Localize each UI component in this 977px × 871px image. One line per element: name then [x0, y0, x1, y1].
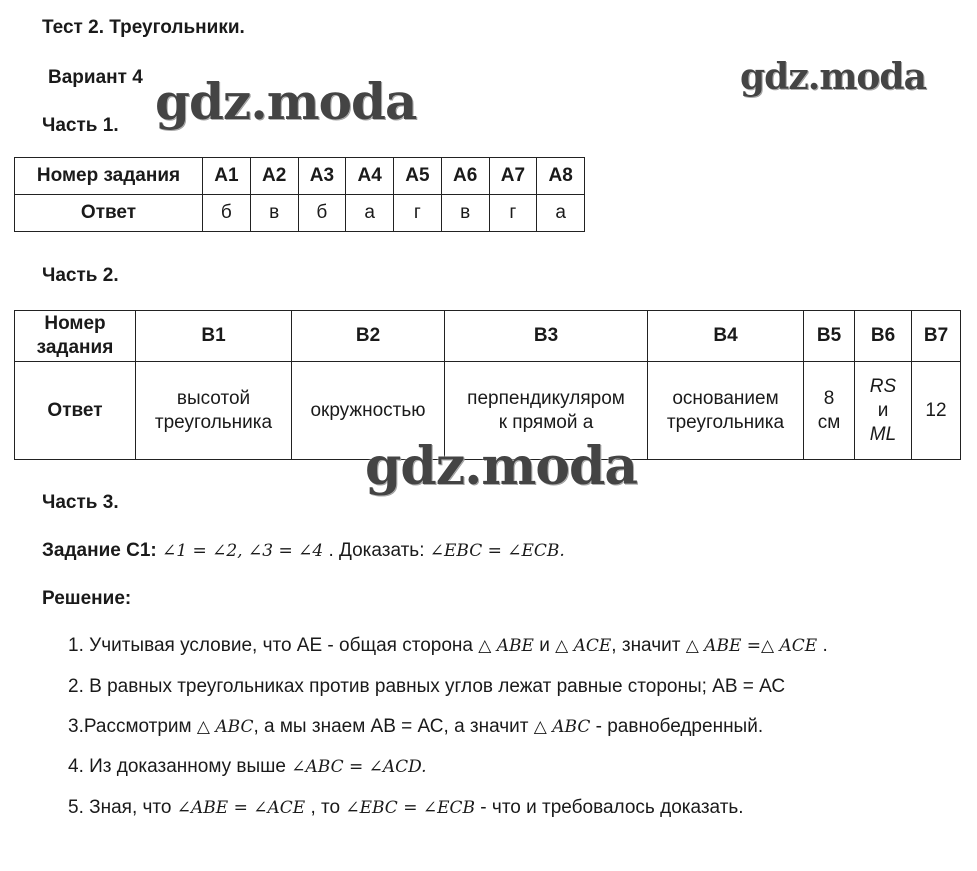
step-math: △ ACE	[555, 636, 612, 656]
table-header-label	[15, 311, 136, 362]
step-math: ∠ABE = ∠ACE	[176, 798, 306, 818]
watermark: gdz.moda	[155, 72, 417, 131]
solution-step	[68, 676, 785, 698]
task-number: В3	[445, 311, 648, 362]
step-text: - что и требовалось доказать.	[475, 797, 744, 818]
task-number: А1	[203, 158, 251, 195]
task-number: А5	[394, 158, 442, 195]
step-text: , значит	[611, 635, 686, 656]
task-number: А8	[537, 158, 585, 195]
task-number: А7	[489, 158, 537, 195]
task-given: ∠1 = ∠2, ∠3 = ∠4	[162, 541, 324, 561]
answer-cell: г	[489, 195, 537, 232]
answer-line: окружностью	[310, 399, 426, 421]
step-text: 1. Учитывая условие, что АЕ - общая сторона	[68, 635, 479, 656]
answer-cell	[855, 362, 912, 460]
answer-line: треугольника	[154, 411, 273, 433]
solution-step	[68, 716, 763, 738]
page-title: Тест 2. Треугольники.	[42, 17, 245, 38]
task-number: В4	[648, 311, 804, 362]
answer-cell: г	[394, 195, 442, 232]
step-text: .	[817, 635, 828, 656]
step-text: 5. Зная, что	[68, 797, 177, 818]
task-number: В1	[136, 311, 292, 362]
answer-line: см	[817, 411, 841, 433]
header-line: Номер	[44, 313, 106, 334]
solution-label: Решение:	[42, 588, 132, 609]
answer-cell: б	[203, 195, 251, 232]
part3-title: Часть 3.	[42, 492, 119, 513]
answer-cell: 12	[912, 362, 961, 460]
table-row	[15, 311, 961, 362]
answer-cell: а	[346, 195, 394, 232]
answer-line: 8	[823, 387, 835, 409]
solution-step	[68, 797, 744, 819]
step-math: △ ABC	[533, 717, 591, 737]
step-text: и	[533, 635, 556, 656]
step-text: , то	[305, 797, 346, 818]
answer-line: RS	[869, 375, 897, 397]
step-text: , а мы знаем АВ = АС, а значит	[253, 716, 534, 737]
step-text: 4. Из доказанному выше	[68, 756, 292, 777]
part1-answer-table	[14, 157, 585, 232]
solution-step	[68, 756, 427, 778]
task-number: А6	[441, 158, 489, 195]
watermark: gdz.moda	[365, 436, 638, 497]
answer-cell: в	[250, 195, 298, 232]
task-number: В5	[804, 311, 855, 362]
task-number: А2	[250, 158, 298, 195]
part1-title: Часть 1.	[42, 115, 119, 136]
task-prove-label: . Доказать:	[328, 540, 425, 561]
table-header-label: Номер задания	[15, 158, 203, 195]
solution-step	[68, 635, 828, 657]
answer-line: высотой	[176, 387, 251, 409]
answer-line: ML	[869, 423, 897, 445]
step-math: △ ABE	[478, 636, 534, 656]
step-math: △ ABC	[196, 717, 254, 737]
answer-cell	[136, 362, 292, 460]
answer-line: треугольника	[666, 411, 785, 433]
step-math: △ ABE =△ ACE	[685, 636, 818, 656]
answer-line: основанием	[672, 387, 779, 409]
answer-cell	[648, 362, 804, 460]
answer-cell: б	[298, 195, 346, 232]
header-line: задания	[36, 337, 114, 358]
answer-line: перпендикуляром	[467, 387, 625, 409]
part2-title: Часть 2.	[42, 265, 119, 286]
step-text: 3.Рассмотрим	[68, 716, 197, 737]
variant-label: Вариант 4	[48, 67, 143, 88]
step-text: - равнобедренный.	[590, 716, 764, 737]
task-prove: ∠EBC = ∠ECB.	[429, 541, 565, 561]
task-number: В2	[292, 311, 445, 362]
task-label: Задание С1:	[42, 540, 157, 561]
table-row	[15, 195, 585, 232]
step-math: ∠EBC = ∠ECB	[345, 798, 476, 818]
answer-line: и	[877, 399, 889, 421]
task-number: А3	[298, 158, 346, 195]
task-c1	[42, 540, 565, 562]
answer-label: Ответ	[15, 362, 136, 460]
answer-line: к прямой а	[498, 411, 594, 433]
task-number: В6	[855, 311, 912, 362]
step-math: ∠ABC = ∠ACD.	[291, 757, 427, 777]
answer-cell: а	[537, 195, 585, 232]
task-number: А4	[346, 158, 394, 195]
answer-cell: в	[441, 195, 489, 232]
task-number: В7	[912, 311, 961, 362]
step-text: 2. В равных треугольниках против равных углов лежат равные стороны; АВ = АС	[68, 676, 786, 697]
table-row	[15, 158, 585, 195]
answer-cell	[804, 362, 855, 460]
answer-label: Ответ	[15, 195, 203, 232]
watermark: gdz.moda	[740, 56, 926, 98]
